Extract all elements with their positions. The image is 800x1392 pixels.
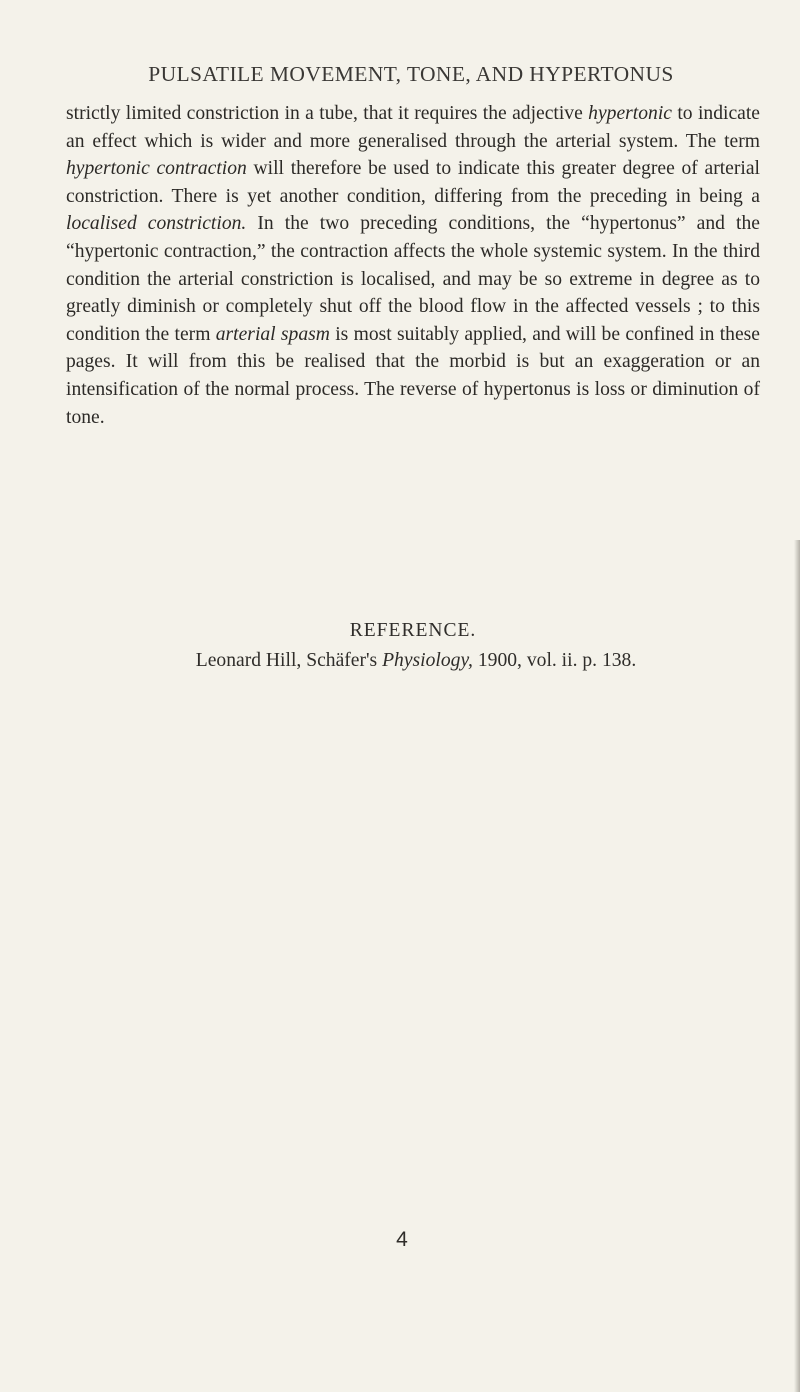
running-head: PULSATILE MOVEMENT, TONE, AND HYPERTONUS [148,62,674,86]
reference-title: Physiology, [382,650,473,671]
term-hypertonic: hypertonic [588,103,672,124]
term-arterial-spasm: arterial spasm [215,323,330,345]
reference-entry [66,650,766,672]
text-segment: strictly limited constriction in a tube, that it requires the adjective [66,103,589,124]
text-segment: will therefore be used to indicate this greater degree of arterial constriction. There is yet another condition, differing from the preceding in being a [66,158,760,207]
reference-details: 1900, vol. ii. p. 138. [472,650,637,671]
term-localised-constriction: localised constriction. [66,213,247,235]
text-segment: is most suitably applied, and will be confined in these pages. It will from this be realised that the morbid is but an exaggeration or an intensification of the normal process. The reverse of hypertonus is loss or diminution of tone. [66,323,760,428]
text-segment: to indicate an effect which is wider and more generalised through the arterial system. The term [66,103,760,152]
page-number: 4 [396,1228,408,1251]
reference-heading: REFERENCE. [349,620,477,641]
page-edge-shadow [794,540,800,1392]
term-hypertonic-contraction: hypertonic contraction [66,158,247,180]
text-segment: In the two preceding conditions, the “hypertonus” and the “hypertonic contraction,” the contraction affects the whole systemic system. In the third condition the arterial constriction is localised, and may be so extreme in degree as to greatly diminish or completely shut off the blood flow in the affected vessels ; to this condition the term [66,213,760,345]
reference-author: Leonard Hill, Schäfer's [195,650,383,671]
body-paragraph [66,100,760,431]
